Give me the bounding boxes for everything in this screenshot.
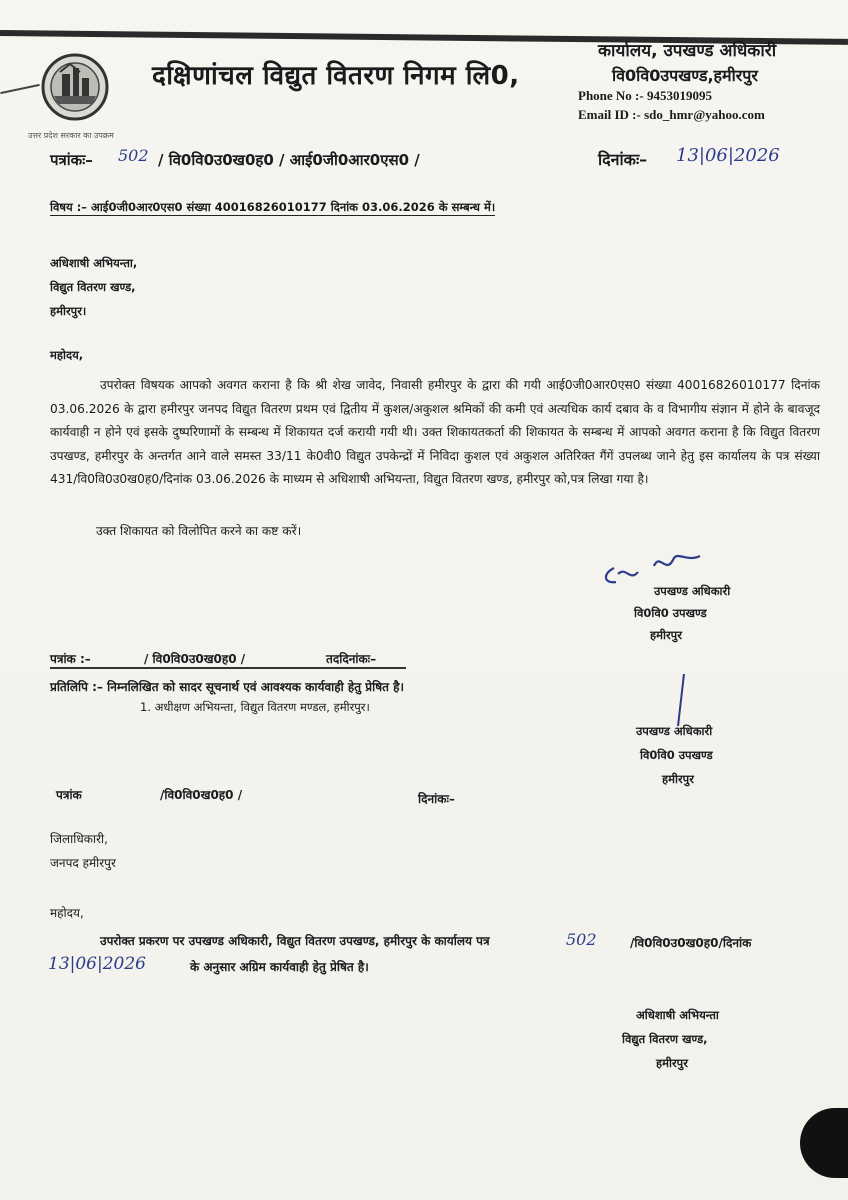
forward-date-label: दिनांकः– bbox=[418, 792, 455, 806]
organization-name: दक्षिणांचल विद्युत वितरण निगम लि0, bbox=[152, 61, 520, 91]
signature1-place: हमीरपुर bbox=[650, 628, 682, 642]
subject-line: विषय :– आई0जी0आर0एस0 संख्या 40016826010177 दिनांक 03.06.2026 के सम्बन्ध में। bbox=[50, 200, 496, 214]
signature3-office: विद्युत वितरण खण्ड, bbox=[622, 1032, 708, 1046]
reference-number-suffix: / वि0वि0उ0ख0ह0 / आई0जी0आर0एस0 / bbox=[158, 151, 420, 169]
addressee-line-2: विद्युत वितरण खण्ड, bbox=[50, 280, 136, 294]
scan-corner-shadow bbox=[800, 1108, 848, 1178]
reference-number-label: पत्रांकः– bbox=[50, 151, 93, 169]
signature-stroke-icon bbox=[670, 672, 690, 728]
handwritten-forward-number: 502 bbox=[566, 930, 597, 949]
forward-paragraph-line-1-end: /वि0वि0उ0ख0ह0/दिनांक bbox=[630, 936, 752, 950]
body-paragraph-closing: उक्त शिकायत को विलोपित करने का कष्ट करें। bbox=[96, 524, 302, 538]
margin-mark bbox=[0, 84, 40, 94]
signature3-place: हमीरपुर bbox=[656, 1056, 688, 1070]
handwritten-forward-date: 13|06|2026 bbox=[48, 954, 146, 974]
forward-salutation: महोदय, bbox=[50, 906, 84, 920]
copy-date-label: तददिनांकः– bbox=[326, 652, 377, 666]
forward-reference-label: पत्रांक bbox=[56, 788, 82, 802]
copy-reference-label: पत्रांक :– bbox=[50, 652, 91, 666]
signature2-place: हमीरपुर bbox=[662, 772, 694, 786]
forward-paragraph-line-1: उपरोक्त प्रकरण पर उपखण्ड अधिकारी, विद्युत वितरण उपखण्ड, हमीरपुर के कार्यालय पत्र bbox=[100, 934, 490, 948]
signature2-office: वि0वि0 उपखण्ड bbox=[640, 748, 713, 762]
corporation-logo-icon bbox=[40, 52, 110, 122]
forward-addressee-line-2: जनपद हमीरपुर bbox=[50, 856, 116, 870]
copy-reference-underline bbox=[50, 667, 406, 669]
salutation: महोदय, bbox=[50, 348, 84, 362]
forward-paragraph-line-2: के अनुसार अग्रिम कार्यवाही हेतु प्रेषित है। bbox=[190, 960, 369, 974]
signature2-designation: उपखण्ड अधिकारी bbox=[636, 724, 713, 738]
forward-addressee-line-1: जिलाधिकारी, bbox=[50, 832, 108, 846]
office-line-2: वि0वि0उपखण्ड,हमीरपुर bbox=[612, 66, 758, 85]
email-address: Email ID :- sdo_hmr@yahoo.com bbox=[578, 107, 765, 122]
logo-caption: उत्तर प्रदेश सरकार का उपक्रम bbox=[28, 131, 114, 140]
signature1-office: वि0वि0 उपखण्ड bbox=[634, 606, 707, 620]
phone-number: Phone No :- 9453019095 bbox=[578, 88, 712, 103]
handwritten-date: 13|06|2026 bbox=[676, 145, 780, 166]
signature3-designation: अधिशाषी अभियन्ता bbox=[636, 1008, 719, 1022]
body-paragraph-1: उपरोक्त विषयक आपको अवगत कराना है कि श्री शेख जावेद, निवासी हमीरपुर के द्वारा की गयी आई0जी0आर0एस0 संख्या 40016826010177 दिनांक 03.06.2026 के द्वारा हमीरपुर जनपद विद्युत वितरण प्रथम एवं द्वितीय में कुशल/अकुशल श्रमिकों की कमी एवं अत्यधिक कार्य दबाव के व विभागीय संज्ञान में होने के बावजूद कार्यवाही न होने एवं इसके दुष्परिणामों के सम्बन्ध में शिकायत दर्ज करायी गयी थी। उक्त शिकायतकर्ता की शिकायत के सम्बन्ध में आपको अवगत कराना है कि विद्युत वितरण उपखण्ड, हमीरपुर के अन्तर्गत आने वाले समस्त 33/11 के0वी0 विद्युत उपकेन्द्रों में निविदा कुशल एवं अकुशल अतिरिक्त गैंगें उपलब्ध जाने हेतु इस कार्यालय के पत्र संख्या 431/वि0वि0उ0ख0ह0/दिनांक 03.06.2026 के माध्यम से अधिशाषी अभियन्ता, विद्युत वितरण खण्ड, हमीरपुर को,पत्र लिखा गया है। bbox=[50, 378, 820, 486]
signature1-designation: उपखण्ड अधिकारी bbox=[654, 584, 731, 598]
copy-recipient-1: 1. अधीक्षण अभियन्ता, विद्युत वितरण मण्डल, हमीरपुर। bbox=[140, 700, 370, 714]
addressee-line-3: हमीरपुर। bbox=[50, 304, 87, 318]
office-line-1: कार्यालय, उपखण्ड अधिकारी bbox=[598, 41, 777, 61]
forward-reference-suffix: /वि0वि0ख0ह0 / bbox=[160, 788, 243, 802]
copy-reference-suffix: / वि0वि0उ0ख0ह0 / bbox=[144, 652, 246, 666]
addressee-line-1: अधिशाषी अभियन्ता, bbox=[50, 256, 138, 270]
date-label: दिनांकः– bbox=[598, 150, 648, 169]
handwritten-reference-number: 502 bbox=[118, 146, 149, 165]
copy-intro: प्रतिलिपि :– निम्नलिखित को सादर सूचनार्थ एवं आवश्यक कार्यवाही हेतु प्रेषित है। bbox=[50, 680, 405, 694]
